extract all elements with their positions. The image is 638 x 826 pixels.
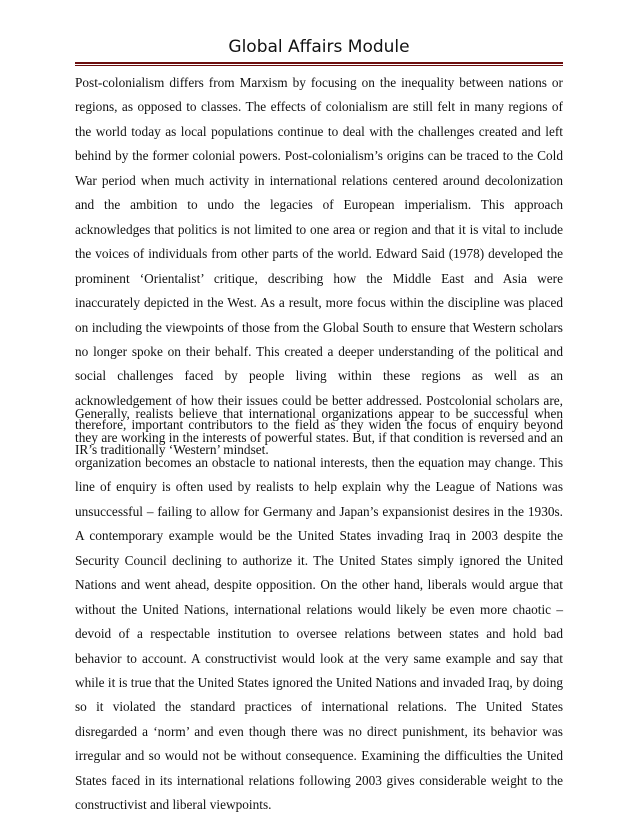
paragraph-post-colonialism: Post-colonialism differs from Marxism by focusing on the inequality between nations or regions, as opposed to classes. The effects of colonialism are still felt in many regions of the world today as local populations continue to deal with the challenges created and left behind by the former colonial powers. Post-colonialism’s origins can be traced to the Cold War period when much activity in international relations centered around decolonization and the ambition to undo the legacies of European imperialism. This approach acknowledges that politics is not limited to one area or region and that it is vital to include the voices of individuals from other parts of the world. Edward Said (1978) developed the prominent ‘Orientalist’ critique, describing how the Middle East and Asia were inaccurately depicted in the West. As a result, more focus within the discipline was placed on including the viewpoints of those from the Global South to ensure that Western scholars no longer spoke on their behalf. This created a deeper understanding of the political and social challenges faced by people living within these regions as well as an acknowledgement of how their issues could be better addressed. Postcolonial scholars are, therefore, important contributors to the field as they widen the focus of enquiry beyond IR’s traditionally ‘Western’ mindset. <box>75 75 563 457</box>
header-rule-thick <box>75 62 563 64</box>
header-rule-thin <box>75 65 563 66</box>
paragraph-realists-international-organizations: Generally, realists believe that international organizations appear to be successful when they are working in the interests of powerful states. But, if that condition is reversed and an organization becomes an obstacle to national interests, then the equation may change. This line of enquiry is often used by realists to help explain why the League of Nations was unsuccessful – failing to allow for Germany and Japan’s expansionist desires in the 1930s. A contemporary example would be the United States invading Iraq in 2003 despite the Security Council declining to authorize it. The United States simply ignored the United Nations and went ahead, despite opposition. On the other hand, liberals would argue that without the United Nations, international relations would likely be even more chaotic – devoid of a respectable institution to oversee relations between states and hold bad behavior to account. A constructivist would look at the very same example and say that while it is true that the United States ignored the United Nations and invaded Iraq, by doing so it violated the standard practices of international relations. The United States disregarded a ‘norm’ and even though there was no direct punishment, its behavior was irregular and so would not be without consequence. Examining the difficulties the United States faced in its international relations following 2003 gives considerable weight to the constructivist and liberal viewpoints. <box>75 406 563 813</box>
page-header-title: Global Affairs Module <box>228 37 410 57</box>
